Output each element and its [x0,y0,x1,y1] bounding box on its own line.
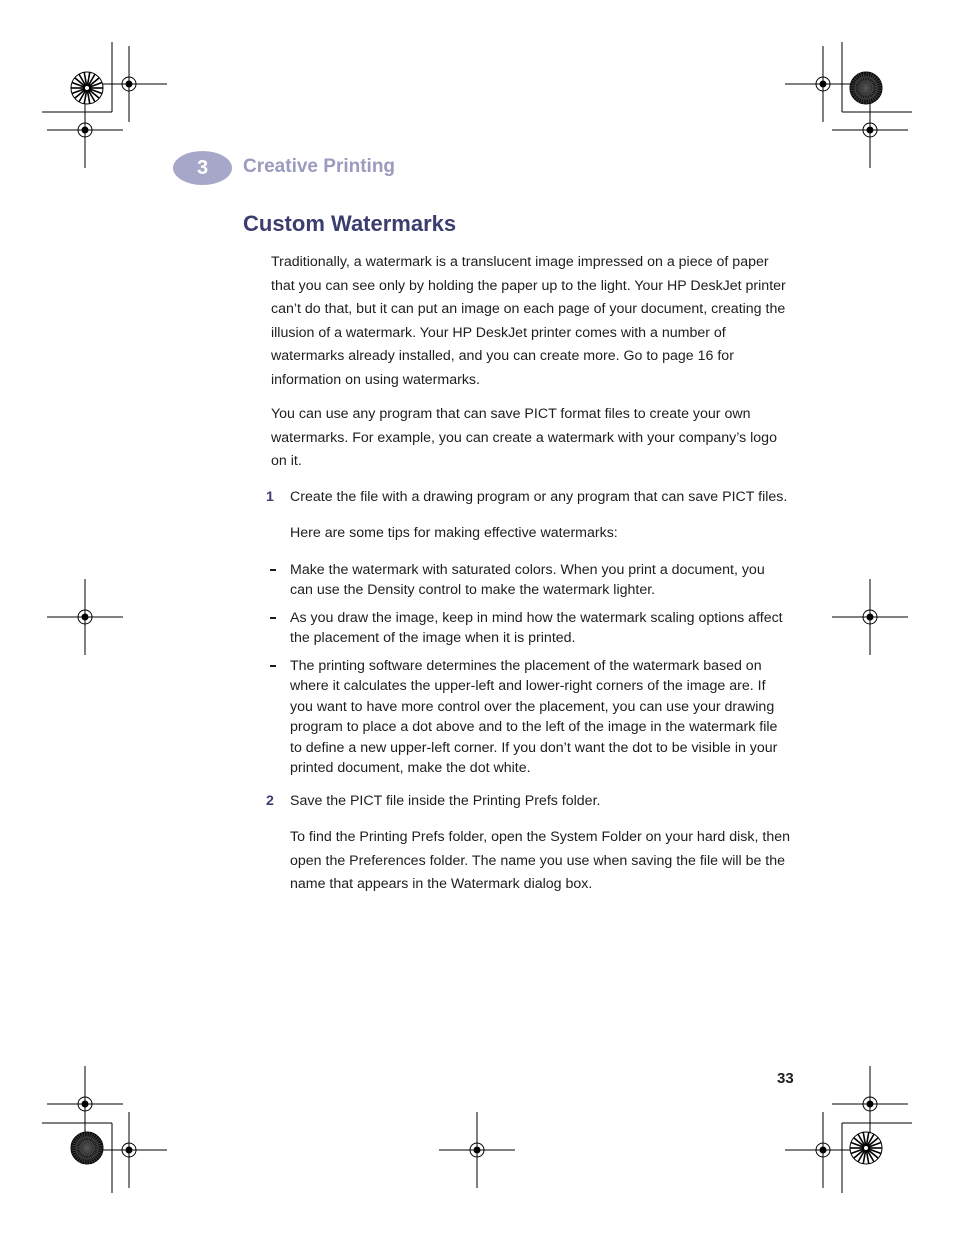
step-text-1: Create the file with a drawing program or any program that can save PICT files. [290,489,788,505]
registration-crosshair-icon [785,46,861,122]
registration-starburst-icon [850,1132,882,1164]
tip-item: Make the watermark with saturated colors. When you print a document, you can use the Density control to make the watermark lighter. [290,562,765,599]
chapter-number-badge: 3 [173,151,232,185]
section-heading: Custom Watermarks [243,211,457,236]
second-paragraph: You can use any program that can save PICT format files to create your own watermarks. For example, you can create a watermark with your company’s logo on it. [271,406,777,469]
page-number: 33 [777,1070,794,1087]
registration-crosshair-icon [439,1112,515,1188]
registration-crosshair-icon [47,579,123,655]
registration-starburst-icon [850,72,882,104]
intro-paragraph: Traditionally, a watermark is a translucent image impressed on a piece of paper that you can see only by holding the paper up to the light. Your HP DeskJet printer can’t do that, but it can put an image on each page of your document, creating the illusion of a watermark. Your HP DeskJet printer comes with a number of watermarks already installed, and you can create more. Go to page 16 for information on using watermarks. [271,254,786,388]
step-note-1: Here are some tips for making effective watermarks: [290,525,618,541]
step-number-1: 1 [266,489,274,505]
bullet-marker [270,665,276,667]
registration-starburst-icon [71,72,103,104]
chapter-title: Creative Printing [243,156,396,177]
bullet-marker [270,569,276,571]
bullet-marker [270,617,276,619]
registration-starburst-icon [71,1132,103,1164]
registration-crosshair-icon [832,1066,908,1142]
registration-crosshair-icon [832,579,908,655]
step-text-2: Save the PICT file inside the Printing Prefs folder. [290,793,601,809]
tip-item: As you draw the image, keep in mind how the watermark scaling options affect the placement of the image when it is printed. [290,610,783,647]
step-number-2: 2 [266,793,274,809]
tip-item: The printing software determines the placement of the watermark based on where it calculates the upper-left and lower-right corners of the image are. If you want to have more control over the placement, you can use your drawing program to place a dot above and to the left of the image in the watermark file to define a new upper-left corner. If you don’t want the dot to be visible in your printed document, make the dot white. [290,658,778,777]
step-note-2: To find the Printing Prefs folder, open the System Folder on your hard disk, then open the Preferences folder. The name you use when saving the file will be the name that appears in the Watermark dialog box. [290,829,790,892]
